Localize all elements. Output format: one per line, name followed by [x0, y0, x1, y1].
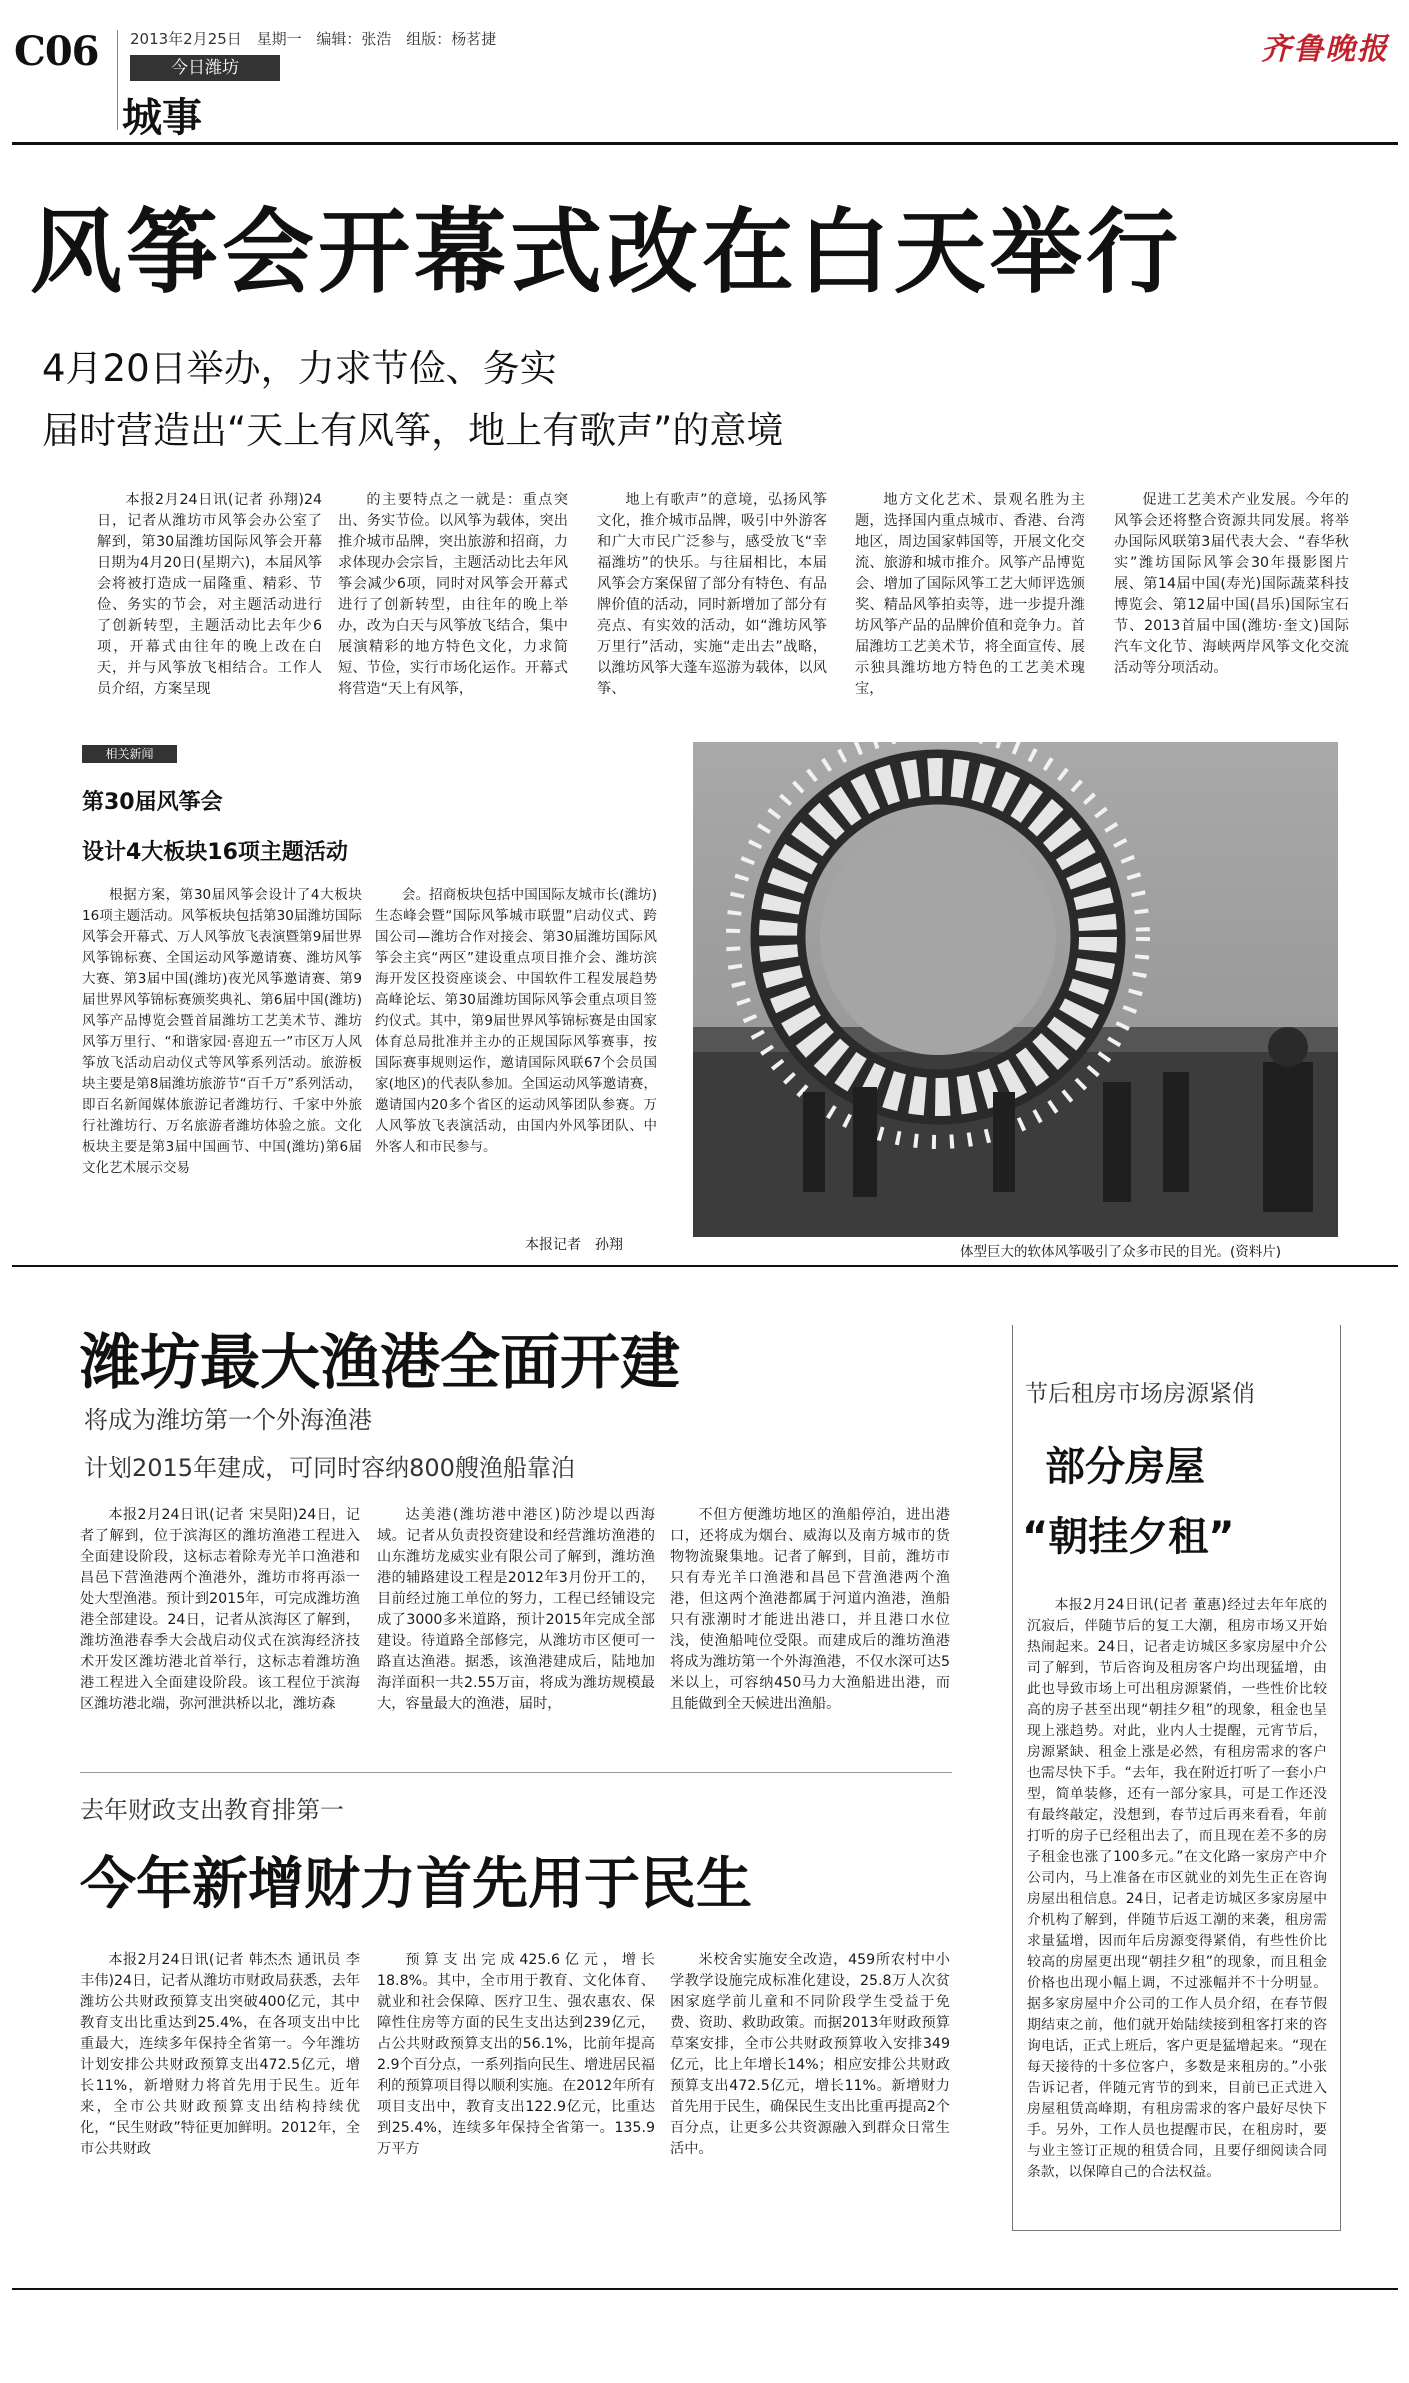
kite-photo-art	[693, 742, 1338, 1237]
fishing-column-1: 本报2月24日讯(记者 宋昊阳)24日，记者了解到，位于滨海区的潍坊渔港工程进入全面建设阶段，这标志着除寿光羊口渔港和昌邑下营渔港两个渔港外，潍坊市将再添一处大型渔港。预计到2015年，可完成潍坊渔港全部建设。24日，记者从滨海区了解到，潍坊渔港春季大会战启动仪式在滨海经济技术开发区潍坊港北首举行，这标志着潍坊渔港工程进入全面建设阶段。该工程位于滨海区潍坊港北端，弥河泄洪桥以北，潍坊森	[80, 1507, 360, 1712]
masthead-info	[130, 28, 496, 49]
related-title-1: 第30届风筝会	[82, 790, 223, 815]
lead-subheadline-2: 届时营造出“天上有风筝，地上有歌声”的意境	[42, 409, 784, 452]
housing-headline-2: “朝挂夕租”	[1022, 1514, 1235, 1560]
fishing-subheadline-1: 将成为潍坊第一个外海渔港	[84, 1406, 372, 1434]
housing-border-left	[1012, 1325, 1013, 2230]
housing-body: 本报2月24日讯(记者 董惠)经过去年年底的沉寂后，伴随节后的复工大潮，租房市场又开始热闹起来。24日，记者走访城区多家房屋中介公司了解到，节后咨询及租房客户均出现猛增，由此也导致市场上可出租房源紧俏，一些性价比较高的房子甚至出现“朝挂夕租”的现象，租金也呈现上涨趋势。对此，业内人士提醒，元宵节后，房源紧缺、租金上涨是必然，有租房需求的客户也需尽快下手。“去年，我在附近打听了一套小户型，简单装修，还有一部分家具，可是工作还没有最终敲定，没想到，春节过后再来看看，年前打听的房子已经租出去了，而且现在差不多的房子租金也涨了100多元。”在文化路一家房产中介公司内，马上准备在市区就业的刘先生正在咨询房屋出租信息。24日，记者走访城区多家房屋中介机构了解到，伴随节后返工潮的来袭，租房需求量猛增，因而年后房源变得紧俏，有些性价比较高的房屋更出现“朝挂夕租”的现象，而且租金价格也出现小幅上调，不过涨幅并不十分明显。据多家房屋中介公司的工作人员介绍，在春节假期结束之前，他们就开始陆续接到租客打来的咨询电话，正式上班后，客户更是猛增起来。“现在每天接待的十多位客户，多数是来租房的。”小张告诉记者，伴随元宵节的到来，目前已正式进入房屋租赁高峰期，有租房需求的客户最好尽快下手。另外，工作人员也提醒市民，在租房时，要与业主签订正规的租赁合同，且要仔细阅读合同条款，以保障自己的合法权益。	[1027, 1597, 1327, 2180]
date: 2013年2月25日	[130, 30, 242, 48]
finance-column-1: 本报2月24日讯(记者 韩杰杰 通讯员 李丰伟)24日，记者从潍坊市财政局获悉，去年潍坊公共财政预算支出突破400亿元，其中教育支出比重达到25.4%，在各项支出中比重最大，连续多年保持全省第一。今年潍坊计划安排公共财政预算支出472.5亿元，增长11%，新增财力将首先用于民生。近年来，全市公共财政预算支出结构持续优化，“民生财政”特征更加鲜明。2012年，全市公共财政	[80, 1952, 360, 2157]
masthead-rule	[12, 142, 1398, 145]
page-code: C06	[14, 28, 99, 75]
kite-photo	[693, 742, 1338, 1237]
section-tag: 今日潍坊	[130, 55, 280, 81]
housing-border-right	[1340, 1325, 1341, 2230]
fishing-headline: 潍坊最大渔港全面开建	[80, 1328, 680, 1398]
weekday: 星期一	[256, 30, 302, 48]
related-tag: 相关新闻	[82, 745, 177, 763]
layout-credit: 组版：杨茗捷	[406, 30, 497, 48]
related-title-2: 设计4大板块16项主题活动	[82, 840, 348, 865]
lead-column-1: 本报2月24日讯(记者 孙翔)24日，记者从潍坊市风筝会办公室了解到，第30届潍坊国际风筝会开幕日期为4月20日(星期六)，本届风筝会将被打造成一届隆重、精彩、节俭、务实的节会，对主题活动进行了创新转型，主题活动比去年少6项，开幕式由往年的晚上改在白天，并与风筝放飞相结合。工作人员介绍，方案呈现	[97, 492, 322, 697]
fishing-column-2: 达美港(潍坊港中港区)防沙堤以西海域。记者从负责投资建设和经营潍坊渔港的山东潍坊龙威实业有限公司了解到，潍坊渔港的辅路建设工程是2012年3月份开工的，目前经过施工单位的努力，工程已经铺设完成了3000多米道路，预计2015年完成全部建设。待道路全部修完，从潍坊市区便可一路直达渔港。据悉，该渔港建成后，陆地加海洋面积一共2.55万亩，将成为潍坊规模最大，容量最大的渔港，届时，	[377, 1507, 655, 1712]
masthead-divider	[117, 30, 118, 130]
housing-headline-1: 部分房屋	[1045, 1444, 1205, 1490]
editor: 编辑：张浩	[316, 30, 392, 48]
photo-caption: 体型巨大的软体风筝吸引了众多市民的目光。(资料片)	[960, 1244, 1282, 1260]
lead-subheadline-1: 4月20日举办，力求节俭、务实	[42, 347, 557, 390]
related-column-2: 会。招商板块包括中国国际友城市长(潍坊)生态峰会暨“国际风筝城市联盟”启动仪式、跨国公司—潍坊合作对接会、第30届潍坊国际风筝会主宾“两区”建设重点项目推介会、潍坊滨海开发区投资座谈会、中国软件工程发展趋势高峰论坛、第30届潍坊国际风筝会重点项目签约仪式。其中，第9届世界风筝锦标赛是由国家体育总局批准并主办的正规国际风筝赛事，按国际赛事规则运作，邀请国际风联67个会员国家(地区)的代表队参加。全国运动风筝邀请赛，邀请国内20多个省区的运动风筝团队参赛。万人风筝放飞表演活动，由国内外风筝团队、中外客人和市民参与。	[375, 887, 657, 1155]
housing-kicker: 节后租房市场房源紧俏	[1025, 1381, 1255, 1407]
page-bottom-rule	[12, 2288, 1398, 2290]
finance-column-3: 米校舍实施安全改造，459所农村中小学教学设施完成标准化建设，25.8万人次贫困家庭学前儿童和不同阶段学生受益于免费、资助、救助政策。而据2013年财政预算草案安排，全市公共财政预算收入安排349亿元，比上年增长14%；相应安排公共财政预算支出472.5亿元，增长11%。新增财力首先用于民生，确保民生支出比重再提高2个百分点，让更多公共资源融入到群众日常生活中。	[670, 1952, 950, 2157]
lead-column-2: 的主要特点之一就是：重点突出、务实节俭。以风筝为载体，突出推介城市品牌，突出旅游和招商，力求体现办会宗旨，主题活动比去年风筝会减少6项，同时对风筝会开幕式进行了创新转型，由往年的晚上举办，改为白天与风筝放飞结合，集中展演精彩的地方特色文化，力求简短、节俭，实行市场化运作。开幕式将营造“天上有风筝，	[338, 492, 568, 697]
lead-headline: 风筝会开幕式改在白天举行	[30, 199, 1183, 306]
housing-border-bottom	[1012, 2230, 1341, 2231]
fishing-column-3: 不但方便潍坊地区的渔船停泊，进出港口，还将成为烟台、威海以及南方城市的货物物流聚集地。记者了解到，目前，潍坊市只有寿光羊口渔港和昌邑下营渔港两个渔港，但这两个渔港都属于河道内渔港，渔船只有涨潮时才能进出港口，并且港口水位浅，使渔船吨位受限。而建成后的潍坊渔港将成为潍坊第一个外海渔港，不仅水深可达5米以上，可容纳450马力大渔船进出港，而且能做到全天候进出渔船。	[670, 1507, 950, 1712]
lead-bottom-rule	[12, 1265, 1398, 1267]
finance-kicker: 去年财政支出教育排第一	[80, 1796, 344, 1824]
lead-column-5: 促进工艺美术产业发展。今年的风筝会还将整合资源共同发展。将举办国际风联第3届代表大会、“春华秋实”潍坊国际风筝会30年摄影图片展、第14届中国(寿光)国际蔬菜科技博览会、第12届中国(昌乐)国际宝石节、2013首届中国(潍坊·奎文)国际汽车文化节、海峡两岸风筝文化交流活动等分项活动。	[1114, 492, 1349, 676]
related-column-1: 根据方案，第30届风筝会设计了4大板块16项主题活动。风筝板块包括第30届潍坊国际风筝会开幕式、万人风筝放飞表演暨第9届世界风筝锦标赛、全国运动风筝邀请赛、潍坊风筝大赛、第3届中国(潍坊)夜光风筝邀请赛、第9届世界风筝锦标赛颁奖典礼、第6届中国(潍坊)风筝产品博览会暨首届潍坊工艺美术节、潍坊风筝万里行、“和谐家园·喜迎五一”市区万人风筝放飞活动启动仪式等风筝系列活动。旅游板块主要是第8届潍坊旅游节“百千万”系列活动，即百名新闻媒体旅游记者潍坊行、千家中外旅行社潍坊行、万名旅游者潍坊体验之旅。文化板块主要是第3届中国画节、中国(潍坊)第6届文化艺术展示交易	[82, 887, 362, 1176]
fishing-bottom-rule	[80, 1772, 952, 1773]
related-byline: 本报记者 孙翔	[525, 1237, 623, 1253]
lead-column-4: 地方文化艺术、景观名胜为主题，选择国内重点城市、香港、台湾地区，周边国家韩国等，开展文化交流、旅游和城市推介。风筝产品博览会、增加了国际风筝工艺大师评选颁奖、精品风筝拍卖等，进一步提升潍坊风筝产品的品牌价值和竞争力。首届潍坊工艺美术节，将全面宣传、展示独具潍坊地方特色的工艺美术瑰宝，	[855, 492, 1085, 697]
finance-column-2: 预算支出完成425.6亿元，增长18.8%。其中，全市用于教育、文化体育、就业和社会保障、医疗卫生、强农惠农、保障性住房等方面的民生支出达到239亿元，占公共财政预算支出的56.1%，比前年提高2.9个百分点，一系列指向民生、增进居民福利的预算项目得以顺利实施。在2012年所有项目支出中，教育支出122.9亿元，比重达到25.4%，连续多年保持全省第一。135.9万平方	[377, 1952, 655, 2157]
section-title: 城事	[122, 94, 202, 141]
finance-headline: 今年新增财力首先用于民生	[80, 1852, 752, 1917]
fishing-subheadline-2: 计划2015年建成，可同时容纳800艘渔船靠泊	[84, 1454, 575, 1482]
paper-name: 齐鲁晚报	[1261, 32, 1389, 67]
lead-column-3: 地上有歌声”的意境，弘扬风筝文化，推介城市品牌，吸引中外游客和广大市民广泛参与，感受放飞“幸福潍坊”的快乐。与往届相比，本届风筝会方案保留了部分有特色、有品牌价值的活动，同时新增加了部分有亮点、有实效的活动，如“潍坊风筝万里行”活动，实施“走出去”战略，以潍坊风筝大蓬车巡游为载体，以风筝、	[597, 492, 827, 697]
